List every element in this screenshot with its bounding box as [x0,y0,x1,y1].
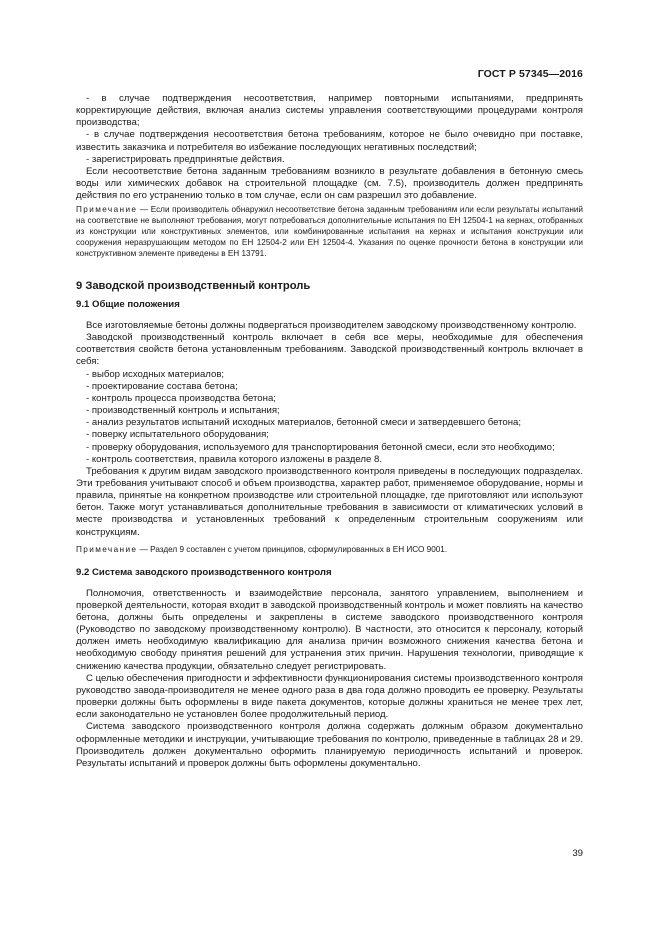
note-label: Примечание [76,205,138,215]
paragraph-notify-customer: - в случае подтверждения несоответствия бетона требованиям, которое не было очевидно при поставке, известить заказчика и потребителя во избежание последующих негативных последствий; [76,129,583,153]
list-item: - проектирование состава бетона; [86,380,238,392]
note-section-9 [76,545,583,556]
note-text: — Если производитель обнаружил несоответствие бетона заданным требованиям или если результаты испытаний на соответствие не выполняют требования, могут потребоваться дополнительные испытания по ЕН 12504-1 на кернах, отобранных из конструкции или конструктивных элементов, или комбинированные испытания на кернах и испытания конструкции или сооружения неразрушающим методом по ЕН 12504-2 или ЕН 12504-4. Указания по оценке прочности бетона в конструкции или конструктивном элементе приведены в ЕН 13791. [76,205,583,259]
paragraph-authority: Полномочия, ответственность и взаимодействие персонала, занятого управлением, выполнением и проверкой деятельности, которая входит в заводской производственный контроль и может повлиять на качество бетона, должны быть определены и закреплены в системе заводского производственного контроля (Руководство по заводскому производственному контролю). В частности, это относится к персоналу, который должен иметь необходимую квалификацию для анализа причин возможного снижения качества бетона и необходимую свободу принятия решений для устранения этих причин. Нарушения технологии, приводящие к снижению качества продукции, обязательно следует регистрировать. [76,587,583,672]
paragraph-site-additions: Если несоответствие бетона заданным требованиям возникло в результате добавления в бетонную смесь воды или химических добавок на строительной площадке (см. 7.5), производитель должен предпринять действия по его устранению только в том случае, если он сам разрешил это добавление. [76,165,583,202]
list-item: - выбор исходных материалов; [86,368,225,380]
paragraph-other-requirements: Требования к другим видам заводского производственного контроля приведены в последующих подразделах. Эти требования учитывают способ и объем производства, характер работ, применяемое оборудование, нормы и правила, принятые на конкретном производстве или строительной площадке, где приготовляют или используют бетон. Также могут устанавливаться дополнительные требования в зависимости от климатических условий в месте производства и установленных требований к определенным строительным сооружениям или конструкциям. [76,465,583,538]
note-label: Примечание [76,544,138,554]
page-body [76,93,583,770]
page-number: 39 [572,848,583,859]
paragraph-corrective-actions [76,93,583,129]
section-title: 9 Заводской производственный контроль [76,279,311,292]
paragraph-control-includes: Заводской производственный контроль включает в себя все меры, необходимые для обеспечения соответствия свойств бетона установленным требованиям. Заводской производственный контроль включает в себя: [76,332,583,368]
paragraph-documentation: Система заводского производственного контроля должна содержать должным образом документально оформленные методики и инструкции, учитывающие требования по контролю, приведенные в таблицах 28 и 29. Производитель должен документально оформить планируемую периодичность испытаний и проверок. Результаты испытаний и проверок должны быть оформлены документально. [76,721,583,769]
paragraph-review: С целью обеспечения пригодности и эффективности функционирования системы производственного контроля руководство завода-производителя не менее одного раза в два года должно проводить ее проверку. Результаты проверки должны быть оформлены в виде пакета документов, которые должны храниться не менее трех лет, если законодательно не установлен более продолжительный период. [76,672,583,721]
note-text: — Раздел 9 составлен с учетом принципов, сформулированных в ЕН ИСО 9001. [137,544,448,554]
document-id: ГОСТ Р 57345—2016 [477,68,583,80]
paragraph-register-actions: - зарегистрировать предпринятые действия. [86,153,285,165]
list-item: - поверку испытательного оборудования; [86,429,269,441]
subsection-title-9-1: 9.1 Общие положения [76,298,180,310]
list-item: - анализ результатов испытаний исходных материалов, бетонной смеси и затвердевшего бетона; [86,417,522,429]
list-item: - контроль процесса производства бетона; [86,392,276,404]
subsection-title-9-2: 9.2 Система заводского производственного контроля [76,566,332,578]
list-item: - контроль соответствия, правила которого изложены в разделе 8. [86,453,382,465]
note-additional-tests [76,205,583,260]
list-item: - проверку оборудования, используемого для транспортирования бетонной смеси, если это необходимо; [86,441,555,453]
paragraph-all-concretes: Все изготовляемые бетоны должны подвергаться производителем заводскому производственному контролю. [86,319,577,331]
paragraph-text: - в случае подтверждения несоответствия, например повторными испытаниями, предпринять корректирующие действия, включая анализ системы управления соответствующими процедурами контроля производства; [76,93,583,129]
list-item: - производственный контроль и испытания; [86,405,280,417]
